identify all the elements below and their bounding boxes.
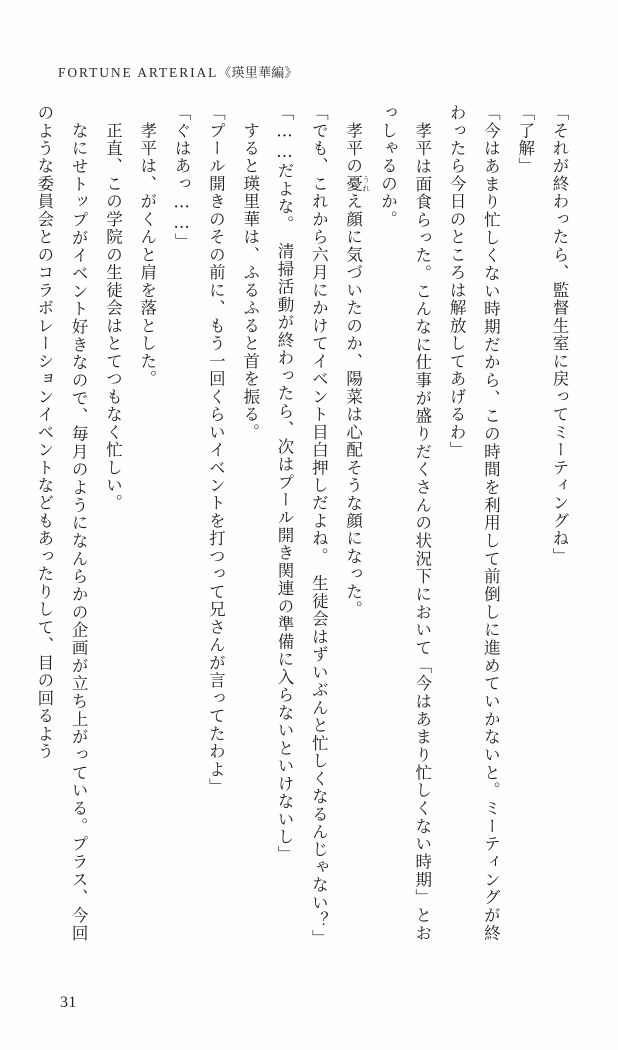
paragraph: 「でも、これから六月にかけてイベント目白押しだよね。 生徒会はずいぶんと忙しくなるんじゃない？」: [309, 104, 329, 948]
paragraph: すると瑛里華は、ふるふると首を振る。: [240, 104, 260, 442]
running-head-series: FORTUNE ARTERIAL: [58, 65, 219, 80]
paragraph: 「ぐはあっ……」: [172, 104, 192, 251]
page-number: 31: [60, 994, 77, 1011]
paragraph: 正直、この学院の生徒会はとてつもなく忙しい。: [103, 104, 123, 512]
vertical-text-block: [27, 104, 577, 948]
paragraph: 孝平は面食らった。こんなに仕事が盛りだくさんの状況下において「今はあまり忙しくない時期」とおっしゃるのか。: [378, 104, 432, 942]
paragraph-with-ruby: 孝平の憂 うれえ顔に気づいたのか、陽菜は心配そうな顔になった。: [343, 104, 371, 619]
ruby-reading: うれ: [361, 174, 371, 193]
paragraph: 「……だよな。 清掃活動が終わったら、次はプール開き関連の準備に入らないといけないし」: [275, 104, 294, 864]
running-head: [58, 62, 298, 81]
running-head-volume: 《瑛里華編》: [218, 65, 298, 80]
paragraph: 孝平は、がくんと肩を落とした。: [137, 104, 157, 388]
body-text-area: [34, 104, 576, 954]
ruby-annotation: 憂 うれ: [343, 174, 371, 193]
paragraph: 「それが終わったら、監督生室に戻ってミーティングね」: [550, 104, 569, 566]
paragraph: 「プール開きのその前に、もう一回くらいイベントを打つって兄さんが言ってたわよ」: [206, 104, 226, 796]
paragraph: なにせトップがイベント好きなので、毎月のようになんらかの企画が立ち上がっている。プラス、今回のような委員会とのコラボレーションイベントなどもあったりして、目の回るよう: [34, 104, 89, 942]
paragraph: 「了解」: [515, 104, 535, 175]
paragraph: 「今はあまり忙しくない時期だから、この時間を利用して前倒しに進めていかないと。ミーティングが終わったら今日のところは解放してあげるわ」: [447, 104, 501, 942]
